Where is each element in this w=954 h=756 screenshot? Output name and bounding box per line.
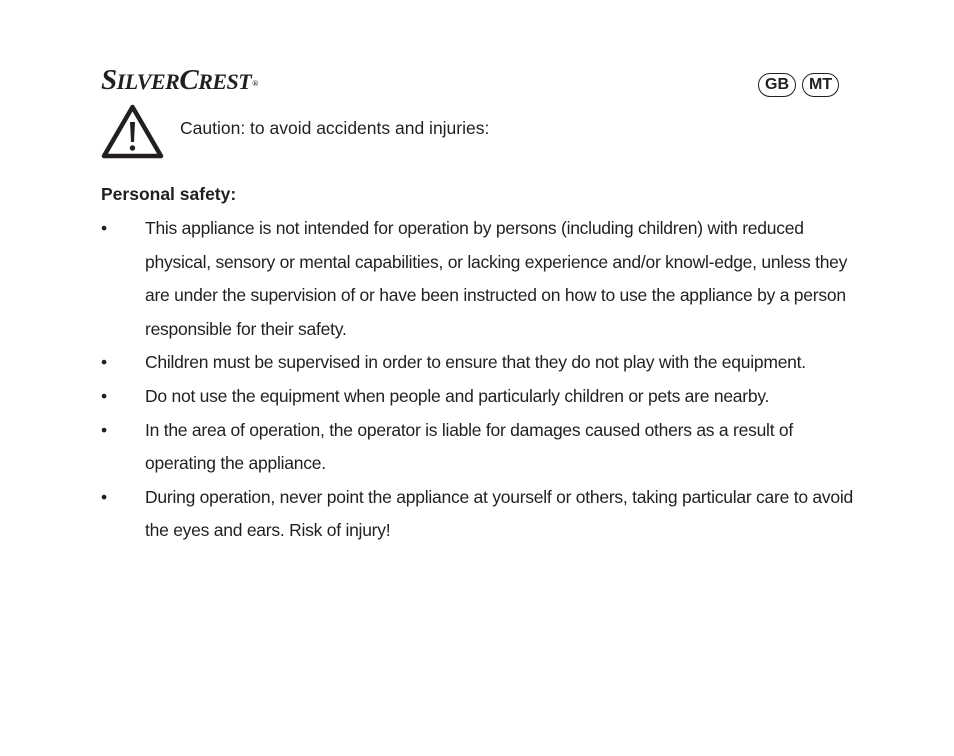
list-item — [101, 380, 861, 414]
brand-logo-part: ILVER — [116, 69, 180, 94]
bullet-glyph: • — [101, 218, 107, 238]
bullet-glyph: • — [101, 419, 107, 440]
warning-triangle-icon — [101, 104, 164, 159]
list-item — [101, 414, 861, 481]
list-item-text: In the area of operation, the operator is liable for damages caused others as a result of operating the appliance. — [145, 419, 794, 474]
bullet-glyph: • — [101, 385, 107, 406]
language-badges — [758, 73, 839, 97]
list-item — [101, 212, 861, 346]
list-item-text: Children must be supervised in order to ensure that they do not play with the equipment. — [145, 352, 806, 373]
list-item — [101, 481, 861, 548]
section-title: Personal safety: — [101, 184, 237, 204]
list-item — [101, 346, 861, 380]
bullet-glyph: • — [101, 486, 107, 507]
language-badge-gb: GB — [758, 73, 796, 97]
brand-logo-part: REST — [198, 69, 252, 94]
language-badge-mt: MT — [802, 73, 839, 97]
list-item-text: Do not use the equipment when people and particularly children or pets are nearby. — [145, 385, 770, 406]
brand-logo-part: C — [179, 64, 199, 96]
bullet-glyph: • — [101, 352, 107, 373]
list-item-text: During operation, never point the appliance at yourself or others, taking particular care to avoid the eyes and ears. Risk of injury! — [145, 486, 854, 541]
safety-list — [101, 212, 861, 548]
brand-logo-part: S — [101, 64, 117, 96]
registered-mark: ® — [252, 79, 258, 88]
list-item-text: This appliance is not intended for operation by persons (including children) with reduced physical, sensory or mental capabilities, or lacking experience and/or knowl-edge, unless they are under the supervision of or have been instructed on how to use the appliance by a person responsible for their safety. — [145, 218, 848, 339]
brand-logo — [101, 64, 258, 98]
caution-text: Caution: to avoid accidents and injuries: — [180, 118, 490, 138]
